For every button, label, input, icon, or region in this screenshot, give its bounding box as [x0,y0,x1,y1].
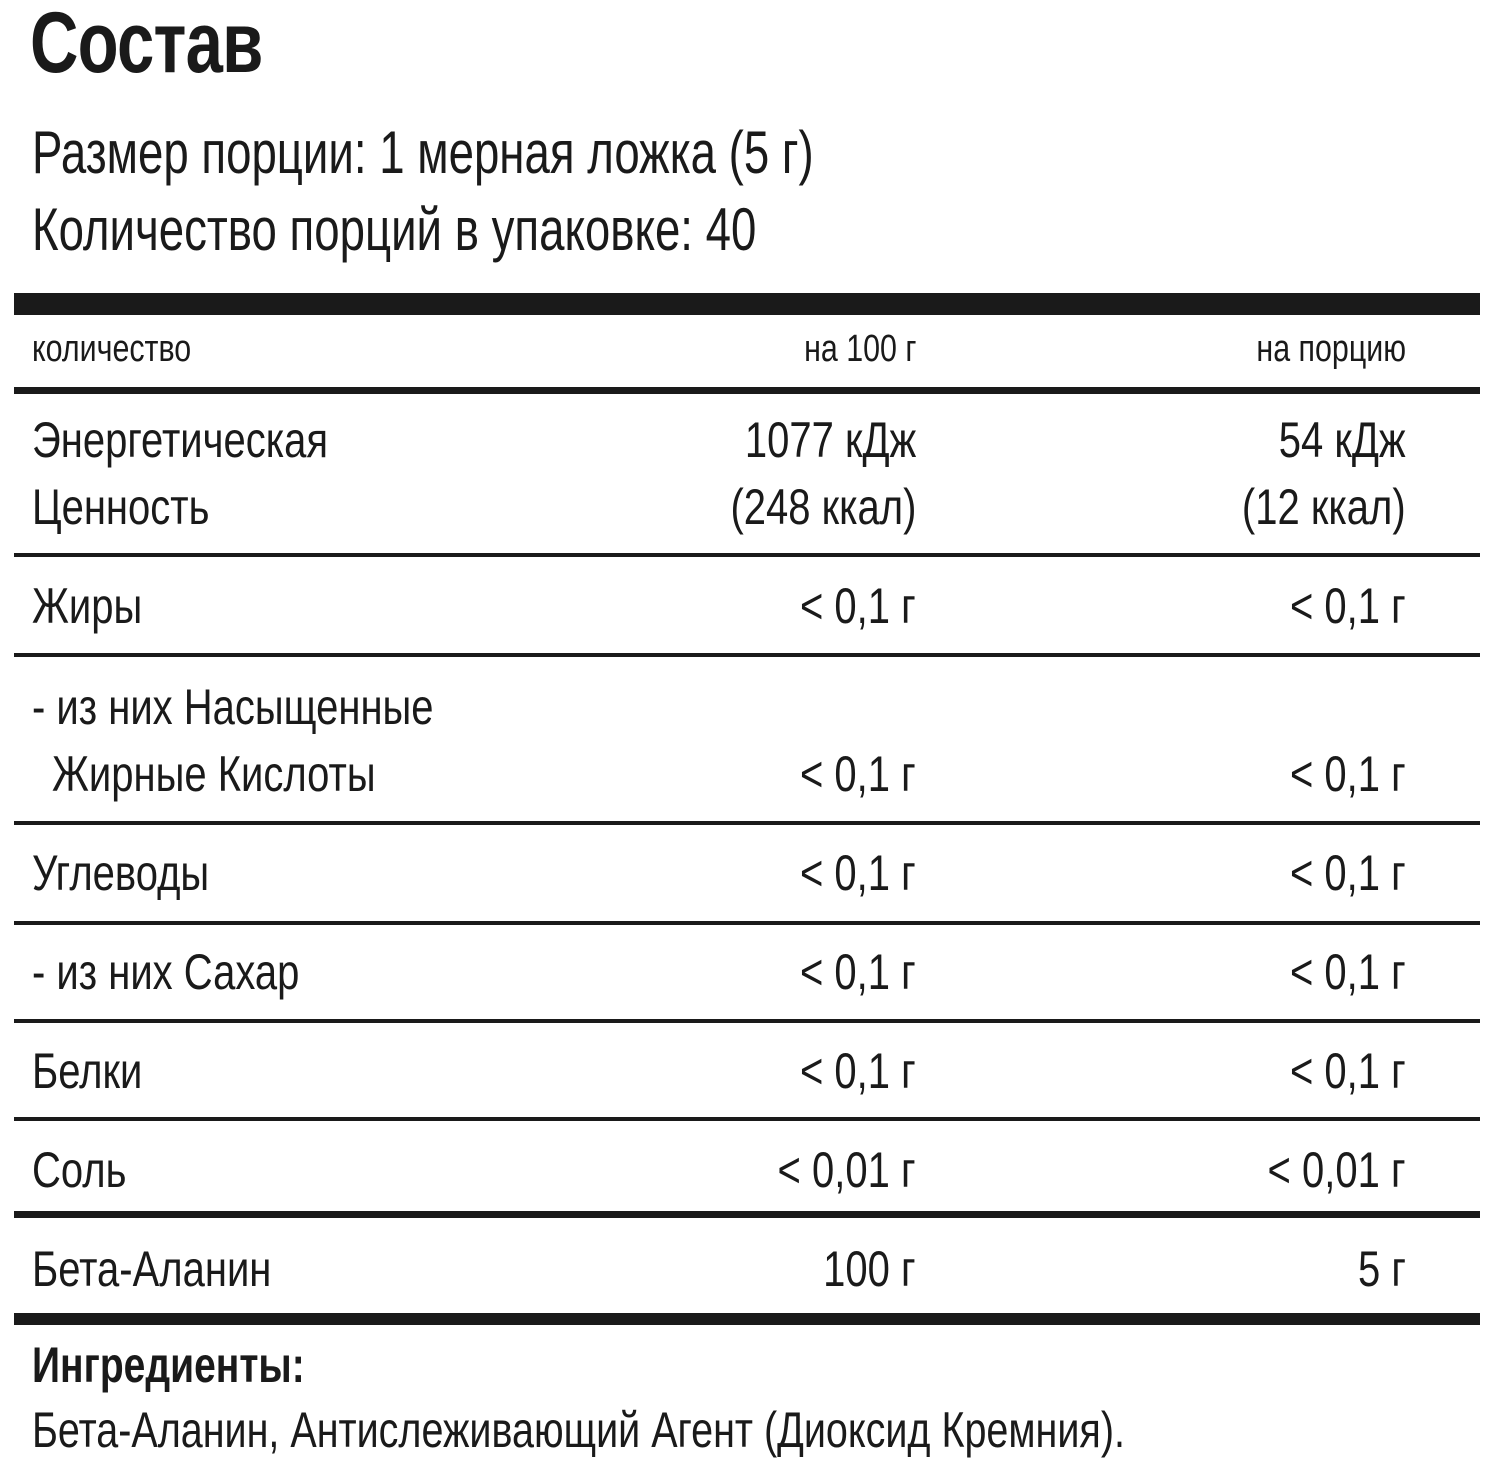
row-divider-thick [14,1211,1480,1218]
row-label: - из них Сахар [32,944,300,1000]
row-divider [14,1117,1480,1121]
row-label-continued: Жирные Кислоты [52,746,376,802]
header-divider [14,387,1480,394]
ingredients-list: Бета-Аланин, Антислеживающий Агент (Диоксид Кремния). [32,1402,1125,1458]
row-divider [14,921,1480,925]
serving-size: Размер порции: 1 мерная ложка (5 г) [32,119,814,186]
column-header-per-100g: на 100 г [803,328,916,370]
row-divider [14,1019,1480,1023]
per-serving-value: < 0,1 г [1290,1043,1406,1099]
per-serving-value: < 0,1 г [1290,944,1406,1000]
per-serving-value: < 0,1 г [1290,845,1406,901]
column-header-quantity: количество [32,328,192,370]
top-divider [14,293,1480,315]
row-label: - из них Насыщенные [32,679,434,735]
per-serving-value-kcal: (12 ккал) [1242,479,1406,535]
row-label: Энергетическая [32,412,328,468]
ingredients-heading: Ингредиенты: [32,1337,305,1393]
column-header-per-serving: на порцию [1256,328,1406,370]
per-100g-value: 100 г [823,1241,916,1297]
servings-per-container: Количество порций в упаковке: 40 [32,196,757,263]
per-100g-value: < 0,1 г [800,578,916,634]
row-divider [14,653,1480,657]
per-serving-value: < 0,01 г [1267,1142,1406,1198]
per-100g-value: < 0,1 г [800,944,916,1000]
per-100g-value: < 0,1 г [800,1043,916,1099]
per-100g-value: < 0,01 г [777,1142,916,1198]
row-label-continued: Ценность [32,479,210,535]
row-label: Жиры [32,578,143,634]
row-label: Углеводы [32,845,210,901]
per-serving-value: 54 кДж [1279,412,1406,468]
row-label: Белки [32,1043,143,1099]
per-serving-value: < 0,1 г [1290,578,1406,634]
row-label: Соль [32,1142,127,1198]
per-100g-value: 1077 кДж [744,412,916,468]
per-100g-value: < 0,1 г [800,845,916,901]
row-label: Бета-Аланин [32,1241,272,1297]
per-serving-value: < 0,1 г [1290,746,1406,802]
page-title: Состав [30,0,263,91]
per-100g-value-kcal: (248 ккал) [730,479,916,535]
row-divider [14,553,1480,557]
row-divider [14,821,1480,825]
per-100g-value: < 0,1 г [800,746,916,802]
bottom-divider [14,1313,1480,1325]
per-serving-value: 5 г [1358,1241,1406,1297]
